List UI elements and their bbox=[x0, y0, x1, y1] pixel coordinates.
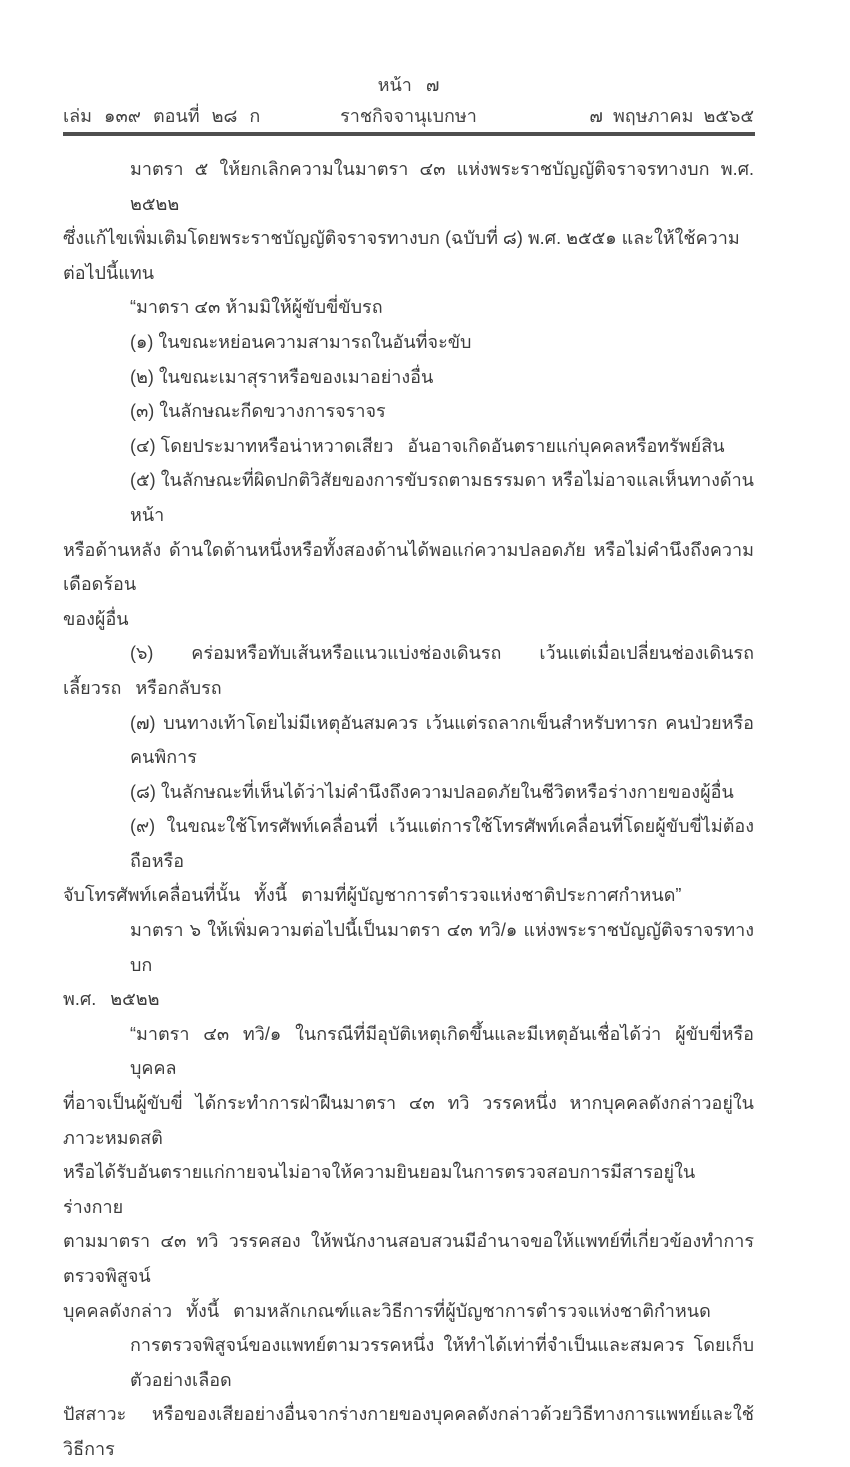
text-line: (๖) คร่อมหรือทับเส้นหรือแนวแบ่งช่องเดินรถ เว้นแต่เมื่อเปลี่ยนช่องเดินรถ bbox=[130, 643, 754, 664]
gazette-date: ๗ พฤษภาคม ๒๕๖๕ bbox=[589, 106, 754, 126]
text-line: มาตรา ๕ ให้ยกเลิกความในมาตรา ๔๓ แห่งพระราชบัญญัติจราจรทางบก พ.ศ. ๒๕๒๒ bbox=[130, 159, 760, 214]
text-line: ของผู้อื่น bbox=[63, 608, 129, 629]
text-line: พ.ศ. ๒๕๒๒ bbox=[63, 989, 160, 1010]
text-line: บุคคลดังกล่าว ทั้งนี้ ตามหลักเกณฑ์และวิธีการที่ผู้บัญชาการตำรวจแห่งชาติกำหนด bbox=[63, 1300, 711, 1321]
text-line: มาตรา ๖ ให้เพิ่มความต่อไปนี้เป็นมาตรา ๔๓ ทวิ/๑ แห่งพระราชบัญญัติจราจรทางบก bbox=[130, 920, 754, 975]
text-line: ที่อาจเป็นผู้ขับขี่ ได้กระทำการฝ่าฝืนมาตรา ๔๓ ทวิ วรรคหนึ่ง หากบุคคลดังกล่าวอยู่ในภาวะหมดสติ bbox=[63, 1093, 754, 1148]
text-line: ซึ่งแก้ไขเพิ่มเติมโดยพระราชบัญญัติจราจรทางบก (ฉบับที่ ๘) พ.ศ. ๒๕๕๑ และให้ใช้ความต่อไปนี้แทน bbox=[63, 228, 740, 283]
header-rule-divider bbox=[63, 132, 755, 136]
text-line: การตรวจพิสูจน์ของแพทย์ตามวรรคหนึ่ง ให้ทำได้เท่าที่จำเป็นและสมควร โดยเก็บตัวอย่างเลือด bbox=[130, 1335, 754, 1390]
text-line: “มาตรา ๔๓ ทวิ/๑ ในกรณีที่มีอุบัติเหตุเกิดขึ้นและมีเหตุอันเชื่อได้ว่า ผู้ขับขี่หรือบุคคล bbox=[130, 1023, 754, 1079]
text-line: หรือด้านหลัง ด้านใดด้านหนึ่งหรือทั้งสองด้านได้พอแก่ความปลอดภัย หรือไม่คำนึงถึงความเดือดร้อน bbox=[63, 539, 754, 595]
text-line: เลี้ยวรถ หรือกลับรถ bbox=[63, 677, 222, 698]
text-line: หรือได้รับอันตรายแก่กายจนไม่อาจให้ความยินยอมในการตรวจสอบการมีสารอยู่ในร่างกาย bbox=[63, 1162, 696, 1217]
text-line: ตามมาตรา ๔๓ ทวิ วรรคสอง ให้พนักงานสอบสวนมีอำนาจขอให้แพทย์ที่เกี่ยวข้องทำการตรวจพิสูจน์ bbox=[63, 1231, 754, 1286]
text-line: (๙) ในขณะใช้โทรศัพท์เคลื่อนที่ เว้นแต่การใช้โทรศัพท์เคลื่อนที่โดยผู้ขับขี่ไม่ต้องถือหรือ bbox=[130, 816, 754, 871]
text-line: (๔) โดยประมาทหรือน่าหวาดเสียว อันอาจเกิดอันตรายแก่บุคคลหรือทรัพย์สิน bbox=[130, 435, 725, 456]
text-line: (๓) ในลักษณะกีดขวางการจราจร bbox=[130, 401, 386, 422]
text-line: (๕) ในลักษณะที่ผิดปกติวิสัยของการขับรถตามธรรมดา หรือไม่อาจแลเห็นทางด้านหน้า bbox=[130, 470, 754, 525]
page-number: หน้า ๗ bbox=[377, 75, 440, 95]
text-line: ปัสสาวะ หรือของเสียอย่างอื่นจากร่างกายของบุคคลดังกล่าวด้วยวิธีทางการแพทย์และใช้วิธีการ bbox=[63, 1404, 754, 1459]
document-body bbox=[63, 152, 760, 1467]
text-line: “มาตรา ๔๓ ห้ามมิให้ผู้ขับขี่ขับรถ bbox=[130, 297, 383, 318]
volume-part-label: เล่ม ๑๓๙ ตอนที่ ๒๘ ก bbox=[63, 106, 261, 126]
text-line: (๑) ในขณะหย่อนความสามารถในอันที่จะขับ bbox=[130, 331, 472, 352]
gazette-header bbox=[63, 101, 754, 130]
text-line: (๘) ในลักษณะที่เห็นได้ว่าไม่คำนึงถึงความปลอดภัยในชีวิตหรือร่างกายของผู้อื่น bbox=[130, 781, 734, 802]
text-line: จับโทรศัพท์เคลื่อนที่นั้น ทั้งนี้ ตามที่ผู้บัญชาการตำรวจแห่งชาติประกาศกำหนด” bbox=[63, 885, 682, 906]
text-line: (๗) บนทางเท้าโดยไม่มีเหตุอันสมควร เว้นแต่รถลากเข็นสำหรับทารก คนป่วยหรือคนพิการ bbox=[130, 712, 754, 768]
gazette-title: ราชกิจจานุเบกษา bbox=[340, 106, 477, 126]
text-line: (๒) ในขณะเมาสุราหรือของเมาอย่างอื่น bbox=[130, 366, 434, 387]
